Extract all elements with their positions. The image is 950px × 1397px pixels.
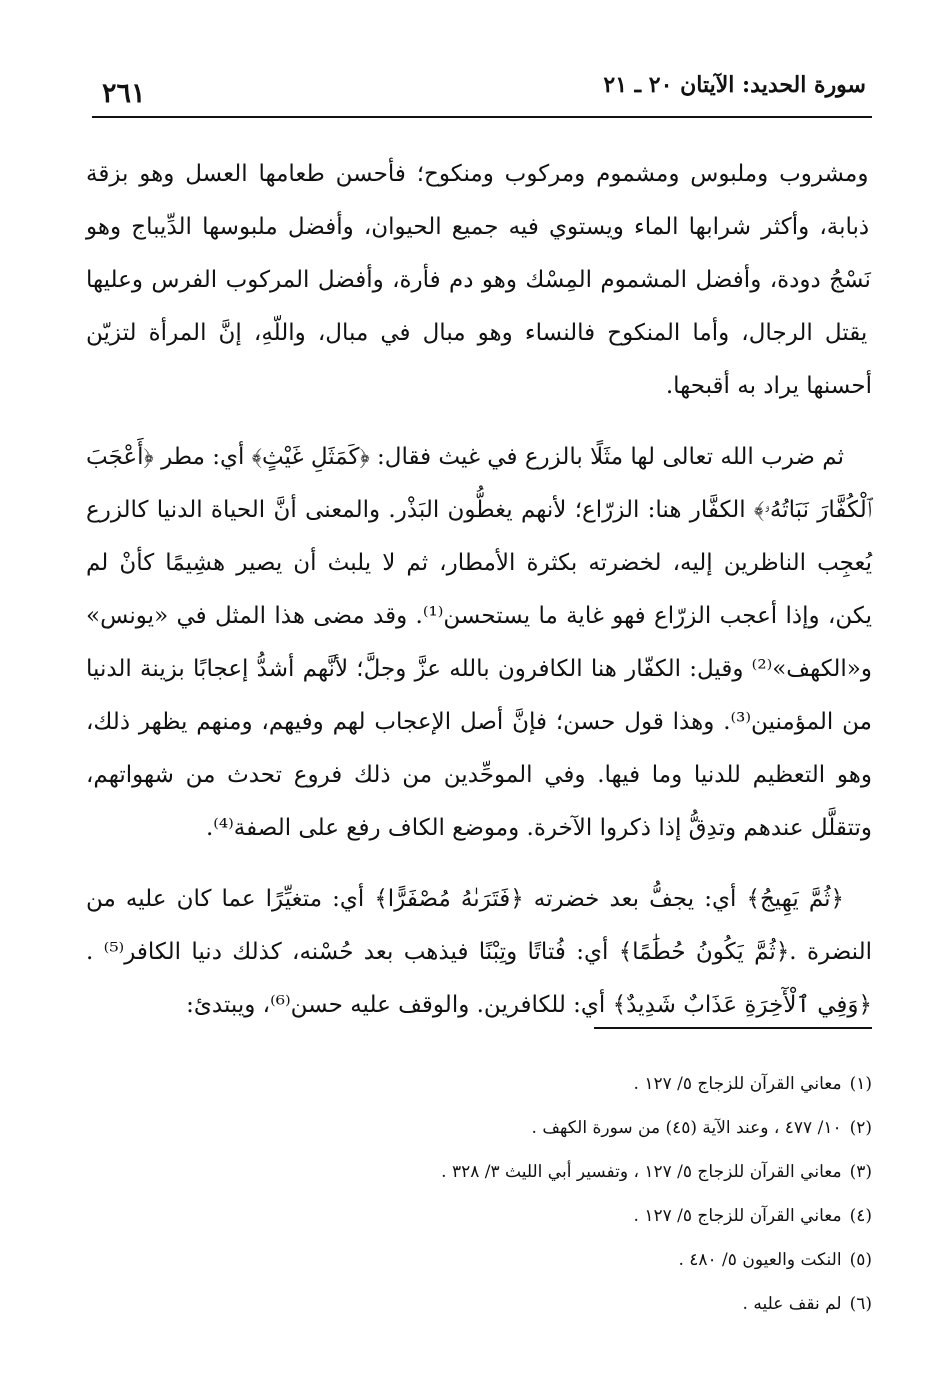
text-line: المثل في «يونس» و«الكهف»⁽²⁾ وقيل: الكفّار هنا الكافرون بالله عزَّ وجلَّ؛ لأنَّهم [86, 603, 872, 682]
footnote-number: (٤) [849, 1206, 872, 1226]
paragraph [86, 873, 872, 1032]
text-line: نَسْجُ دودة، وأفضل المشموم المِسْك وهو دم فأرة، وأفضل المركوب الفرس وعليها [86, 267, 871, 293]
footnotes [86, 1062, 872, 1326]
running-title: سورة الحديد: الآيتان ٢٠ ـ ٢١ [603, 72, 866, 98]
footnote-text: معاني القرآن للزجاج ٥/ ١٢٧ . [633, 1074, 842, 1094]
footnote-text: لم نقف عليه . [742, 1294, 842, 1314]
footnote [86, 1150, 872, 1194]
text-line: تحدث من شهواتهم، وتتقلَّل عندهم وتدِقُّ إذا ذكروا الآخرة. وموضع الكاف رفع [86, 762, 872, 841]
footnote [86, 1194, 872, 1238]
footnote-number: (٣) [849, 1162, 872, 1182]
text-line: أشدُّ إعجابًا بزينة الدنيا من المؤمنين⁽³⁾. وهذا قول حسن؛ فإنَّ أصل الإعجاب لهم [86, 656, 872, 735]
text-line: يقتل الرجال، وأما المنكوح فالنساء وهو مبال في مبال، واللّهِ، إنَّ المرأة لتزيّن [86, 320, 868, 346]
main-text [86, 148, 872, 1032]
text-line: ومشروب وملبوس ومشموم ومركوب ومنكوح؛ فأحسن طعامها العسل وهو بزقة [86, 161, 869, 187]
text-line: ﴿أَعْجَبَ ٱلْكُفَّارَ نَبَاتُهُۥ﴾ الكفَّار هنا: الزرّاع؛ لأنهم يغطُّون البَذْر. والمعنى أنَّ الحياة [86, 444, 872, 523]
footnote-text: معاني القرآن للزجاج ٥/ ١٢٧ . [633, 1206, 842, 1226]
footnote [86, 1062, 872, 1106]
page-header [92, 66, 872, 118]
text-line: عليه من النضرة .﴿ثُمَّ يَكُونُ حُطَٰمًا﴾ أي: فُتاتًا وتِبْنًا فيذهب بعد حُسْنه، كذلك دنيا [86, 886, 872, 965]
footnote-text: ١٠/ ٤٧٧ ، وعند الآية (٤٥) من سورة الكهف . [531, 1118, 842, 1138]
text-line: ذبابة، وأكثر شرابها الماء ويستوي فيه جميع الحيوان، وأفضل ملبوسها الدِّيباج وهو [86, 214, 870, 240]
text-line: ﴿ثُمَّ يَهِيجُ﴾ أي: يجفُّ بعد خضرته ﴿فَتَرَىٰهُ مُصْفَرًّا﴾ أي: متغيِّرًا عما كان [166, 886, 845, 912]
footnote [86, 1282, 872, 1326]
footnote-number: (٢) [849, 1118, 872, 1138]
footnote [86, 1238, 872, 1282]
text-line: على الصفة⁽⁴⁾. [205, 815, 339, 841]
footnote-number: (٥) [849, 1250, 872, 1270]
text-line: الدنيا كالزرع يُعجِب الناظرين إليه، لخضرته بكثرة الأمطار، ثم لا يلبث أن يصير [86, 497, 872, 576]
paragraph [86, 431, 872, 855]
text-line: وفيهم، ومنهم يظهر ذلك، وهو التعظيم للدنيا وما فيها. وفي الموحِّدين من ذلك فروع [86, 709, 872, 788]
footnote [86, 1106, 872, 1150]
footnote-separator [594, 1027, 872, 1029]
footnote-number: (١) [849, 1074, 872, 1094]
footnote-text: النكت والعيون ٥/ ٤٨٠ . [678, 1250, 842, 1270]
text-line: أحسنها يراد به أقبحها. [665, 373, 872, 399]
text-line: ثم ضرب الله تعالى لها مثَلًا بالزرع في غيث فقال: ﴿كَمَثَلِ غَيْثٍ﴾ أي: مطر [153, 444, 844, 470]
footnote-number: (٦) [849, 1294, 872, 1314]
text-line: الكافر⁽⁵⁾ .﴿وَفِي ٱلْأٓخِرَةِ عَذَابٌ شَدِيدٌ﴾ أي: للكافرين. والوقف عليه حسن⁽⁶⁾، ويبتدئ: [86, 939, 872, 1018]
paragraph [86, 148, 872, 413]
footnote-text: معاني القرآن للزجاج ٥/ ١٢٧ ، وتفسير أبي الليث ٣/ ٣٢٨ . [441, 1162, 842, 1182]
page-number: ٢٦١ [102, 78, 146, 109]
text-line: هشِيمًا كأنْ لم يكن، وإذا أعجب الزرّاع فهو غاية ما يستحسن⁽¹⁾. وقد مضى هذا [86, 550, 872, 629]
